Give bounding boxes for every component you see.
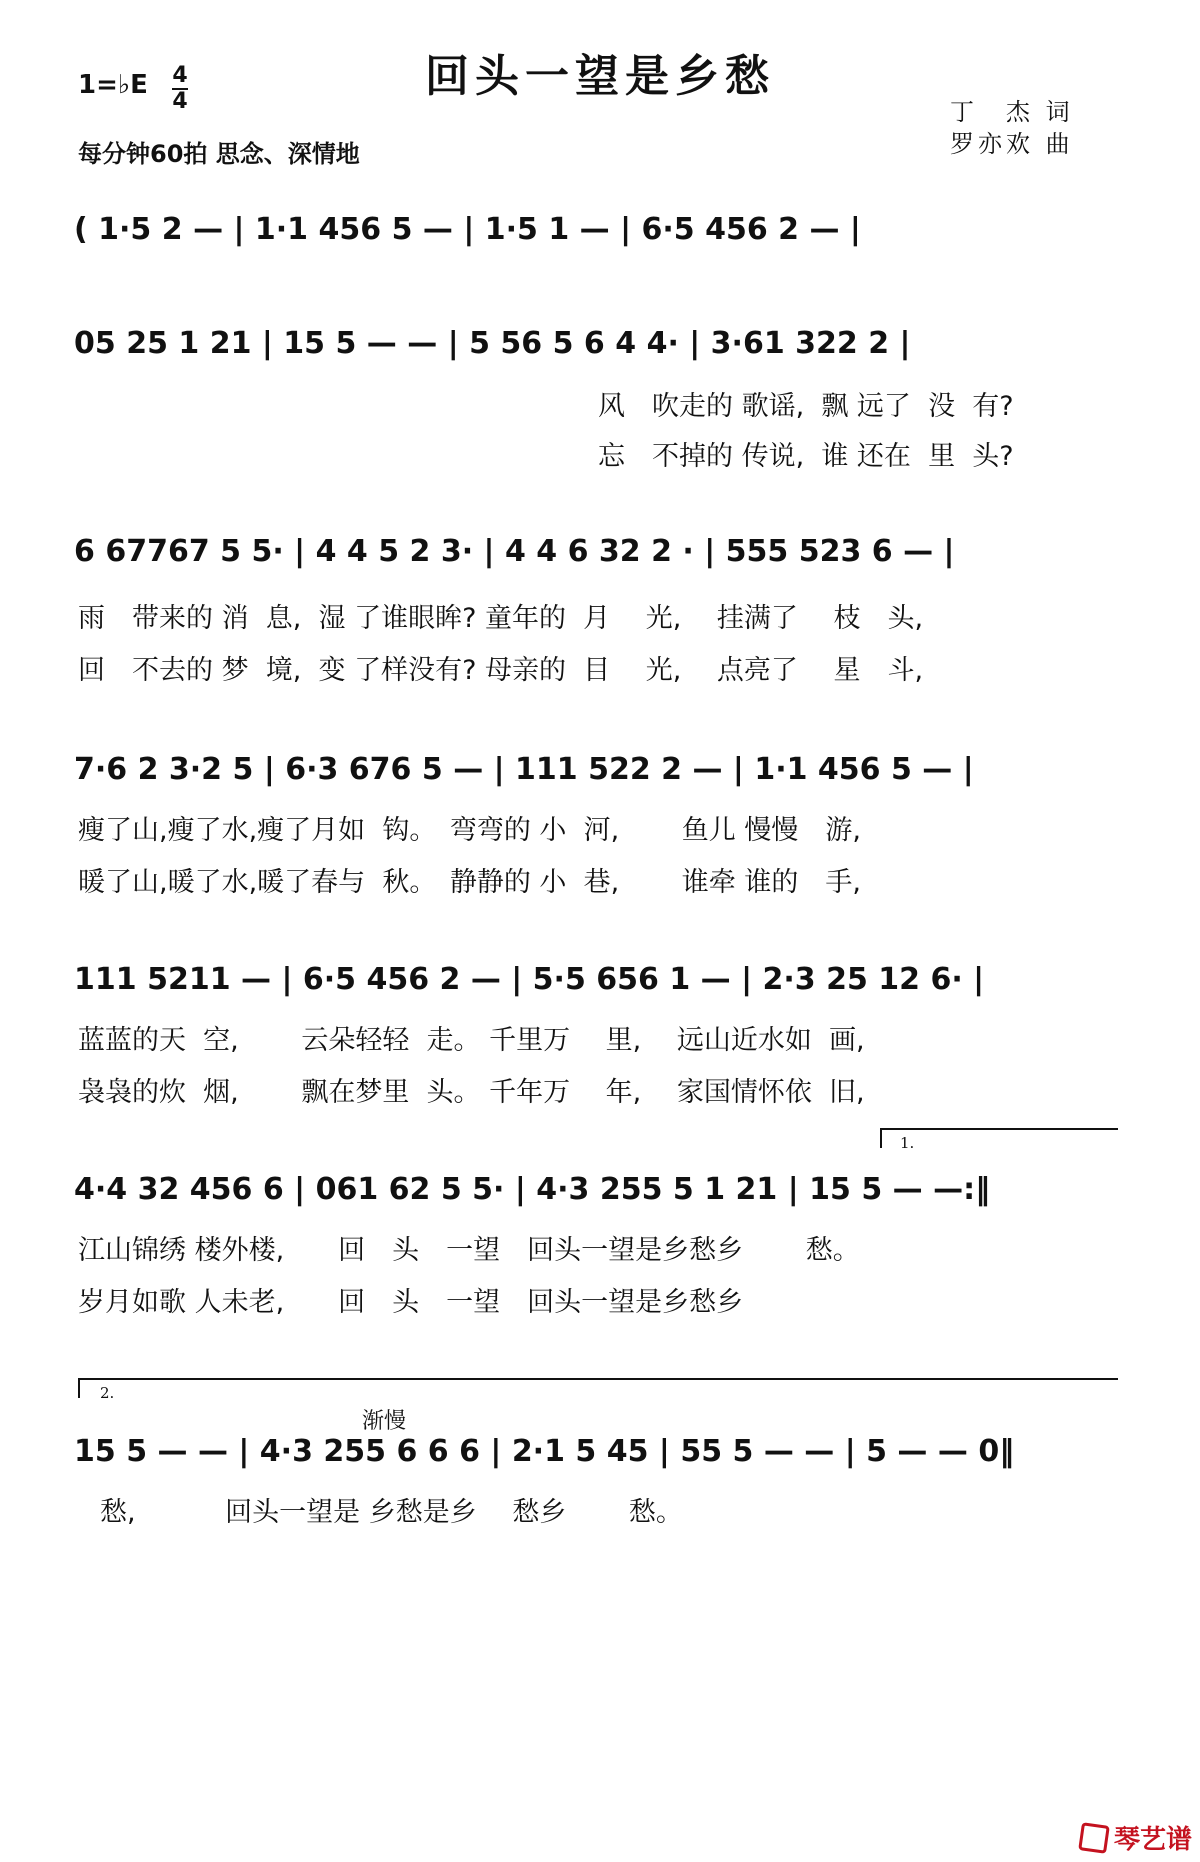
system-4-lyric-1: 瘦了山,瘦了水,瘦了月如 钩。 弯弯的 小 河, 鱼儿 慢慢 游, [78,815,861,846]
system-7-lyric-1: 愁, 回头一望是 乡愁是乡 愁乡 愁。 [100,1497,683,1528]
time-top: 4 [172,63,188,88]
system-6-notes: 4·4 32 456 6 | 061 62 5 5· | 4·3 255 5 1 21 | 15 5 — —:‖ [74,1172,991,1207]
system-4-lyric-2: 暖了山,暖了水,暖了春与 秋。 静静的 小 巷, 谁牵 谁的 手, [78,867,861,898]
logo-icon [1078,1822,1110,1854]
ritardando-mark: 渐慢 [362,1409,407,1434]
watermark-logo [1080,1819,1192,1856]
system-3-lyric-2: 回 不去的 梦 境, 变 了样没有? 母亲的 目 光, 点亮了 星 斗, [78,655,924,686]
system-3-notes: 6 67767 5 5· | 4 4 5 2 3· | 4 4 6 32 2 · | 555 523 6 — | [74,534,955,569]
tempo-marking: 每分钟60拍 思念、深情地 [78,140,360,168]
system-4-notes: 7·6 2 3·2 5 | 6·3 676 5 — | 111 522 2 — | 1·1 456 5 — | [74,752,974,787]
first-ending-bracket [880,1128,1118,1148]
song-title: 回头一望是乡愁 [425,51,775,102]
system-6-lyric-1: 江山锦绣 楼外楼, 回 头 一望 回头一望是乡愁乡 愁。 [78,1235,860,1266]
first-ending-label: 1. [900,1134,915,1152]
system-1-notes: ( 1·5 2 — | 1·1 456 5 — | 1·5 1 — | 6·5 456 2 — | [74,212,861,247]
lyricist-credit: 丁 杰 词 [950,98,1074,126]
time-bottom: 4 [172,89,188,114]
time-signature [172,64,188,114]
system-5-lyric-2: 袅袅的炊 烟, 飘在梦里 头。 千年万 年, 家国情怀依 旧, [78,1077,865,1108]
second-ending-bracket [78,1378,1118,1398]
system-6-lyric-2: 岁月如歌 人未老, 回 头 一望 回头一望是乡愁乡 [78,1287,744,1318]
key-signature: 1=♭E [78,70,148,100]
system-3-lyric-1: 雨 带来的 消 息, 湿 了谁眼眸? 童年的 月 光, 挂满了 枝 头, [78,603,924,634]
system-7-notes: 15 5 — — | 4·3 255 6 6 6 | 2·1 5 45 | 55 5 — — | 5 — — 0‖ [74,1434,1015,1469]
system-2-lyric-1: 风 吹走的 歌谣, 飘 远了 没 有? [598,391,1014,422]
system-5-lyric-1: 蓝蓝的天 空, 云朵轻轻 走。 千里万 里, 远山近水如 画, [78,1025,865,1056]
second-ending-label: 2. [100,1384,115,1402]
system-5-notes: 111 5211 — | 6·5 456 2 — | 5·5 656 1 — | 2·3 25 12 6· | [74,962,985,997]
system-2-lyric-2: 忘 不掉的 传说, 谁 还在 里 头? [598,441,1014,472]
watermark-text: 琴艺谱 [1113,1825,1192,1855]
system-2-notes: 05 25 1 21 | 15 5 — — | 5 56 5 6 4 4· | 3·61 322 2 | [74,326,911,361]
composer-credit: 罗亦欢 曲 [950,130,1074,158]
